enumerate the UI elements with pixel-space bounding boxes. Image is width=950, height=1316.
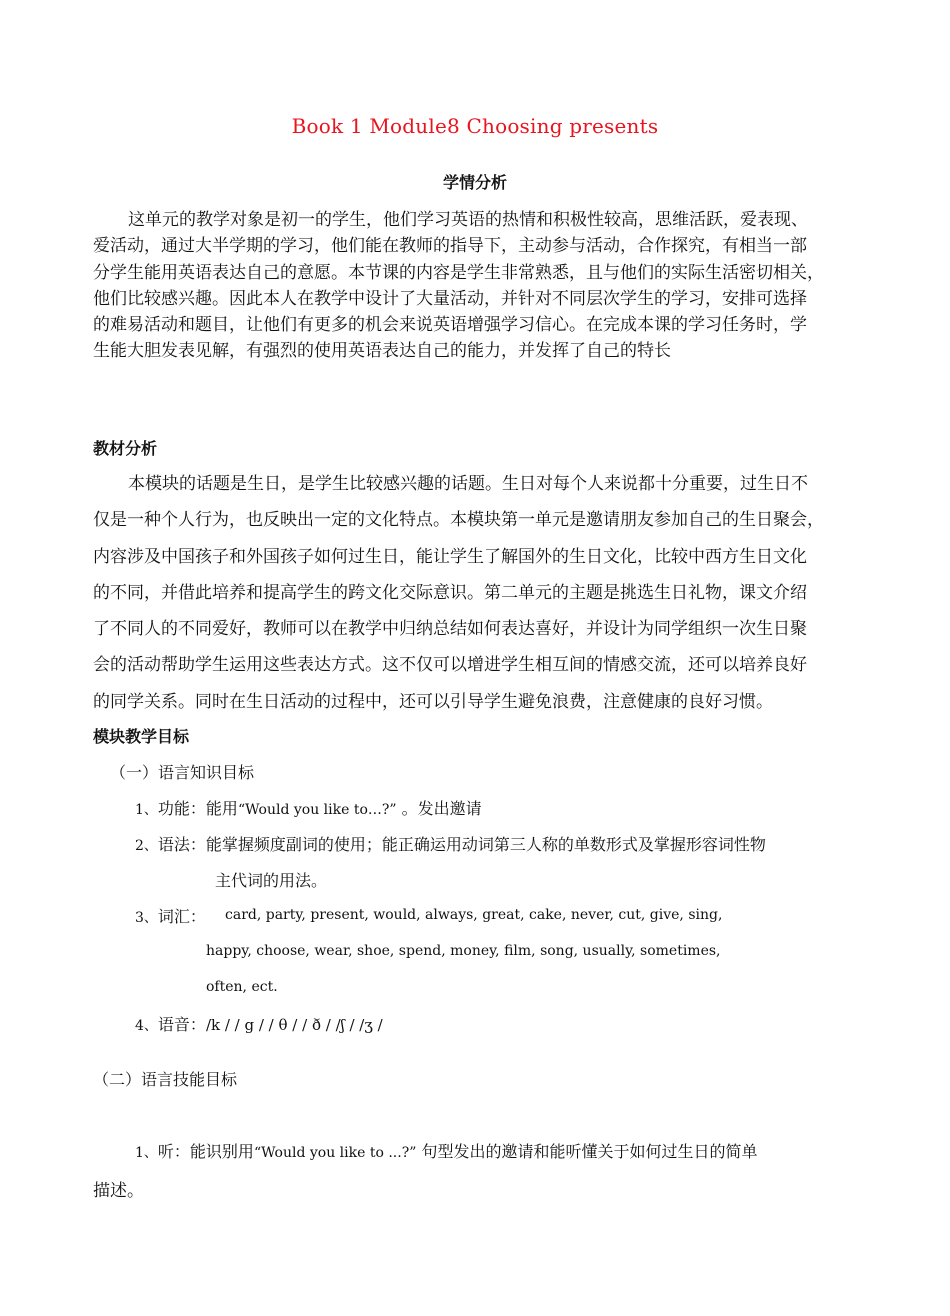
paragraph-line: 生能大胆发表见解，有强烈的使用英语表达自己的能力，并发挥了自己的特长 <box>93 341 671 362</box>
textbook-analysis-heading: 教材分析 <box>93 439 158 458</box>
vocabulary-label: 词汇： <box>157 907 206 926</box>
paragraph-line: 内容涉及中国孩子和外国孩子如何过生日，能让学生了解国外的生日文化，比较中西方生日文化 <box>93 546 807 567</box>
function-rest: 。发出邀请 <box>396 799 482 818</box>
vocabulary-line: often, ect. <box>206 979 278 995</box>
paragraph-line: 他们比较感兴趣。因此本人在教学中设计了大量活动，并针对不同层次学生的学习，安排可选择 <box>93 288 807 309</box>
paragraph-line: 的同学关系。同时在生日活动的过程中，还可以引导学生避免浪费，注意健康的良好习惯。 <box>93 691 773 712</box>
document-title: Book 1 Module8 Choosing presents <box>291 114 659 138</box>
paragraph-line: 会的活动帮助学生运用这些表达方式。这不仅可以增进学生相互间的情感交流，还可以培养良好 <box>93 655 807 676</box>
listening-phrase: “Would you like to ...?” <box>253 1145 417 1161</box>
skill-goals-heading: （二）语言技能目标 <box>93 1070 238 1089</box>
item-number: 1、 <box>135 1145 158 1161</box>
vocabulary-line: happy, choose, wear, shoe, spend, money, film, song, usually, sometimes, <box>206 943 721 959</box>
paragraph-line: 了不同人的不同爱好，教师可以在教学中归纳总结如何表达喜好，并设计为同学组织一次生日聚 <box>93 619 807 640</box>
phonetics-goal <box>135 1012 383 1035</box>
phonetic-symbols: /k / / g / / θ / / ð / /ʃ / /ʒ / <box>205 1016 383 1034</box>
listening-goal-continued: 描述。 <box>93 1181 144 1201</box>
listening-rest: 句型发出的邀请和能听懂关于如何过生日的简单 <box>416 1142 758 1161</box>
function-phrase: “Would you like to…?” <box>237 802 397 818</box>
textbook-analysis-paragraph <box>93 466 863 720</box>
paragraph-line: 分学生能用英语表达自己的意愿。本节课的内容是学生非常熟悉，且与他们的实际生活密切相关， <box>93 262 824 283</box>
paragraph-line: 的难易活动和题目，让他们有更多的机会来说英语增强学习信心。在完成本课的学习任务时，学 <box>93 315 807 336</box>
item-number: 4、 <box>135 1018 158 1034</box>
item-number: 1、 <box>135 802 158 818</box>
learner-analysis-heading: 学情分析 <box>442 173 507 192</box>
module-goals-heading: 模块教学目标 <box>93 727 190 746</box>
paragraph-line: 的不同，并借此培养和提高学生的跨文化交际意识。第二单元的主题是挑选生日礼物，课文介绍 <box>93 582 807 603</box>
paragraph-line: 仅是一种个人行为，也反映出一定的文化特点。本模块第一单元是邀请朋友参加自己的生日聚会， <box>93 510 824 531</box>
function-goal <box>135 796 482 819</box>
listening-goal <box>135 1139 757 1162</box>
item-number: 3、 <box>135 910 158 926</box>
item-number: 2、 <box>135 838 158 854</box>
function-label: 功能：能用 <box>157 799 238 818</box>
paragraph-line: 这单元的教学对象是初一的学生，他们学习英语的热情和积极性较高，思维活跃，爱表现、 <box>128 210 808 230</box>
knowledge-goals-heading: （一）语言知识目标 <box>110 763 255 782</box>
grammar-text: 语法：能掌握频度副词的使用；能正确运用动词第三人称的单数形式及掌握形容词性物 <box>157 835 766 854</box>
phonetics-label: 语音： <box>157 1015 206 1034</box>
paragraph-line: 本模块的话题是生日，是学生比较感兴趣的话题。生日对每个人来说都十分重要，过生日不 <box>128 474 808 494</box>
grammar-goal-continued: 主代词的用法。 <box>215 871 328 890</box>
learner-analysis-paragraph <box>93 207 863 365</box>
vocabulary-goal <box>135 904 206 927</box>
listening-label: 听：能识别用 <box>157 1142 254 1161</box>
grammar-goal <box>135 832 766 855</box>
vocabulary-line: card, party, present, would, always, great, cake, never, cut, give, sing, <box>225 907 723 923</box>
paragraph-line: 爱活动，通过大半学期的学习，他们能在教师的指导下，主动参与活动，合作探究，有相当一部 <box>93 236 807 257</box>
